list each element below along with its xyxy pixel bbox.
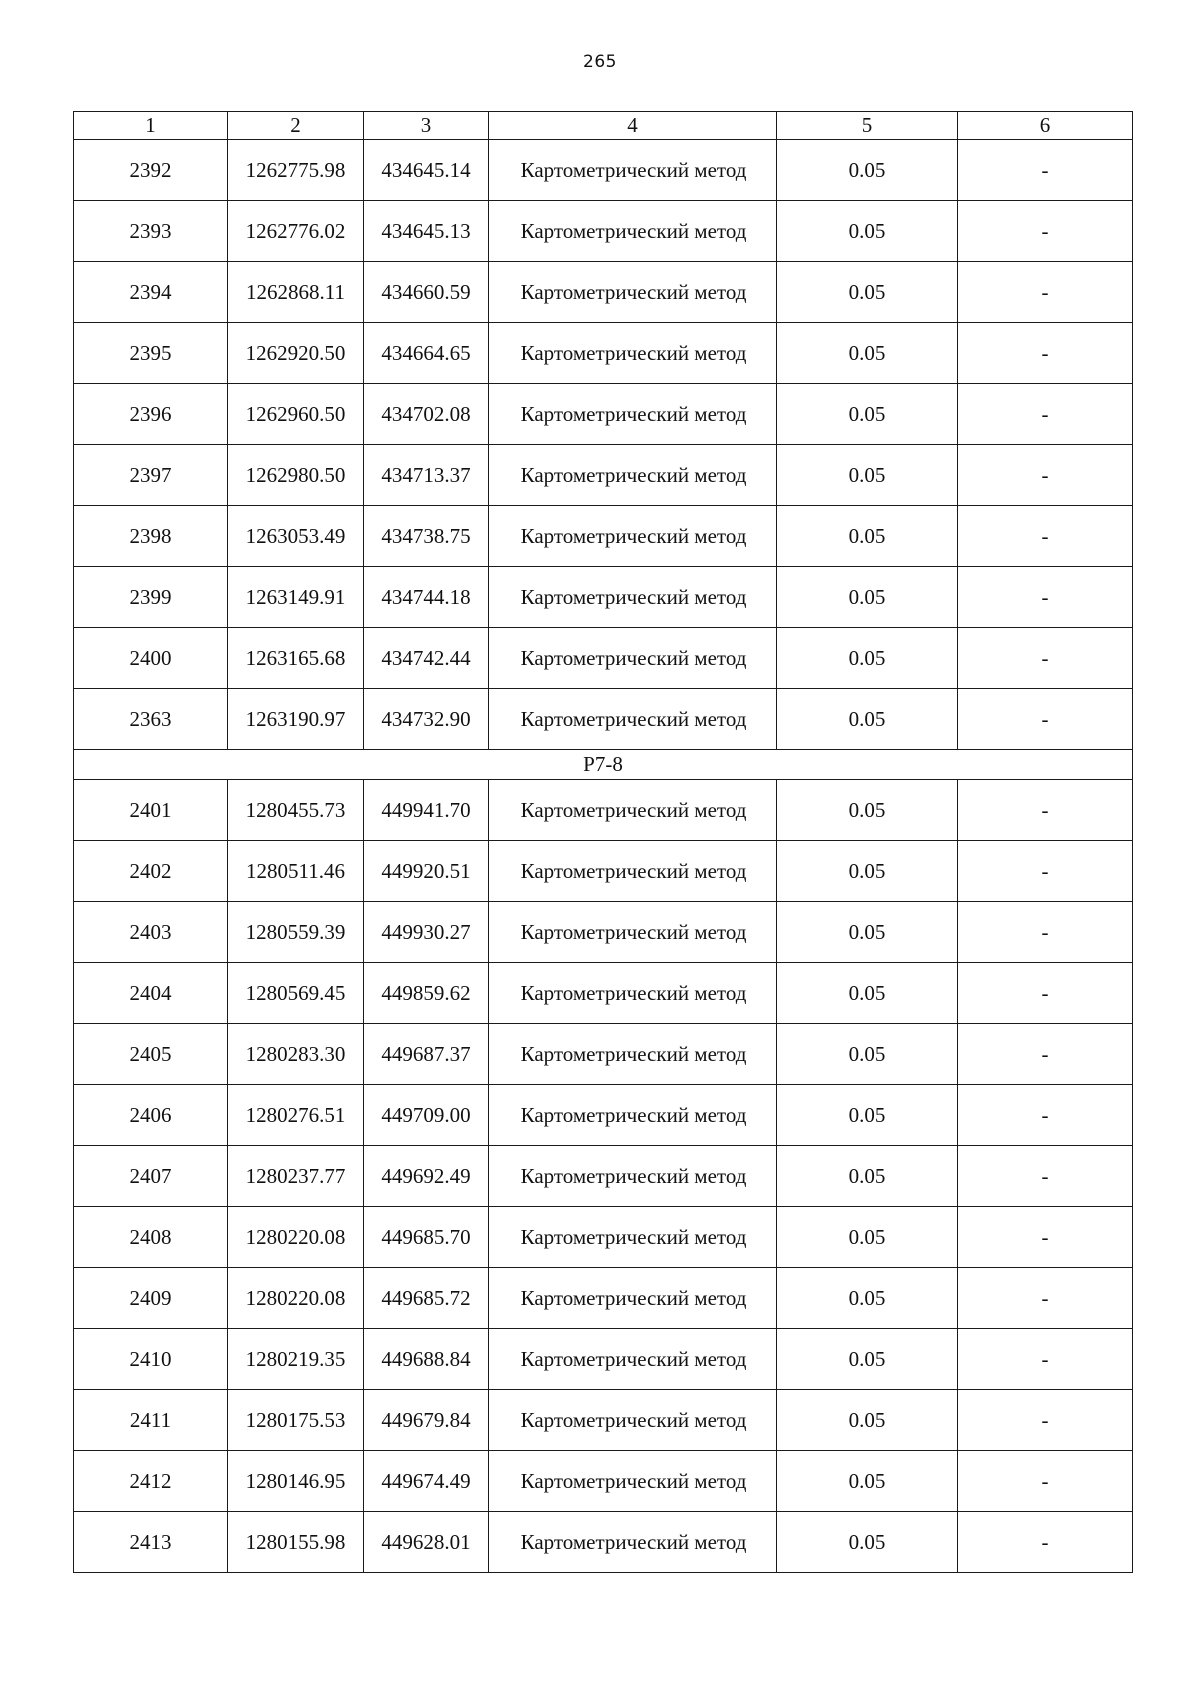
table-row [74, 567, 1133, 628]
method-cell: Картометрический метод [489, 1329, 777, 1390]
table-row [74, 1146, 1133, 1207]
y-coordinate-cell: 449687.37 [364, 1024, 489, 1085]
section-label: P7-8 [74, 750, 1133, 780]
note-cell: - [958, 1329, 1133, 1390]
y-coordinate-cell: 434645.13 [364, 201, 489, 262]
point-number-cell: 2400 [74, 628, 228, 689]
column-header: 2 [228, 112, 364, 140]
method-cell: Картометрический метод [489, 628, 777, 689]
accuracy-cell: 0.05 [777, 567, 958, 628]
table-row [74, 1512, 1133, 1573]
x-coordinate-cell: 1263165.68 [228, 628, 364, 689]
y-coordinate-cell: 434645.14 [364, 140, 489, 201]
point-number-cell: 2408 [74, 1207, 228, 1268]
x-coordinate-cell: 1280220.08 [228, 1207, 364, 1268]
point-number-cell: 2411 [74, 1390, 228, 1451]
method-cell: Картометрический метод [489, 841, 777, 902]
table-row [74, 1390, 1133, 1451]
table-row [74, 628, 1133, 689]
method-cell: Картометрический метод [489, 384, 777, 445]
method-cell: Картометрический метод [489, 323, 777, 384]
x-coordinate-cell: 1263053.49 [228, 506, 364, 567]
accuracy-cell: 0.05 [777, 1451, 958, 1512]
table-row [74, 841, 1133, 902]
note-cell: - [958, 506, 1133, 567]
y-coordinate-cell: 449688.84 [364, 1329, 489, 1390]
y-coordinate-cell: 449685.70 [364, 1207, 489, 1268]
note-cell: - [958, 1268, 1133, 1329]
note-cell: - [958, 628, 1133, 689]
table-row [74, 262, 1133, 323]
y-coordinate-cell: 434742.44 [364, 628, 489, 689]
page-number: 265 [583, 52, 617, 72]
note-cell: - [958, 140, 1133, 201]
table-row [74, 323, 1133, 384]
point-number-cell: 2405 [74, 1024, 228, 1085]
method-cell: Картометрический метод [489, 262, 777, 323]
note-cell: - [958, 1146, 1133, 1207]
x-coordinate-cell: 1280175.53 [228, 1390, 364, 1451]
accuracy-cell: 0.05 [777, 628, 958, 689]
x-coordinate-cell: 1280155.98 [228, 1512, 364, 1573]
accuracy-cell: 0.05 [777, 140, 958, 201]
point-number-cell: 2392 [74, 140, 228, 201]
note-cell: - [958, 1390, 1133, 1451]
column-header: 6 [958, 112, 1133, 140]
method-cell: Картометрический метод [489, 1451, 777, 1512]
method-cell: Картометрический метод [489, 963, 777, 1024]
table-row [74, 445, 1133, 506]
table-row [74, 902, 1133, 963]
x-coordinate-cell: 1262960.50 [228, 384, 364, 445]
method-cell: Картометрический метод [489, 506, 777, 567]
note-cell: - [958, 1024, 1133, 1085]
x-coordinate-cell: 1280220.08 [228, 1268, 364, 1329]
table-row [74, 384, 1133, 445]
table-row [74, 1329, 1133, 1390]
accuracy-cell: 0.05 [777, 689, 958, 750]
column-header: 3 [364, 112, 489, 140]
accuracy-cell: 0.05 [777, 262, 958, 323]
coordinates-table [73, 111, 1133, 1573]
point-number-cell: 2412 [74, 1451, 228, 1512]
table-row [74, 1207, 1133, 1268]
method-cell: Картометрический метод [489, 1207, 777, 1268]
method-cell: Картометрический метод [489, 1146, 777, 1207]
point-number-cell: 2410 [74, 1329, 228, 1390]
section-row [74, 750, 1133, 780]
method-cell: Картометрический метод [489, 1024, 777, 1085]
note-cell: - [958, 780, 1133, 841]
table-row [74, 963, 1133, 1024]
method-cell: Картометрический метод [489, 201, 777, 262]
x-coordinate-cell: 1280455.73 [228, 780, 364, 841]
method-cell: Картометрический метод [489, 1085, 777, 1146]
point-number-cell: 2398 [74, 506, 228, 567]
accuracy-cell: 0.05 [777, 1268, 958, 1329]
table-row [74, 506, 1133, 567]
method-cell: Картометрический метод [489, 1268, 777, 1329]
note-cell: - [958, 963, 1133, 1024]
method-cell: Картометрический метод [489, 780, 777, 841]
accuracy-cell: 0.05 [777, 1085, 958, 1146]
column-header: 4 [489, 112, 777, 140]
point-number-cell: 2399 [74, 567, 228, 628]
note-cell: - [958, 262, 1133, 323]
accuracy-cell: 0.05 [777, 1146, 958, 1207]
y-coordinate-cell: 449679.84 [364, 1390, 489, 1451]
table-row [74, 1085, 1133, 1146]
accuracy-cell: 0.05 [777, 963, 958, 1024]
method-cell: Картометрический метод [489, 1512, 777, 1573]
point-number-cell: 2395 [74, 323, 228, 384]
y-coordinate-cell: 434732.90 [364, 689, 489, 750]
note-cell: - [958, 1085, 1133, 1146]
table-row [74, 689, 1133, 750]
accuracy-cell: 0.05 [777, 902, 958, 963]
x-coordinate-cell: 1280237.77 [228, 1146, 364, 1207]
note-cell: - [958, 384, 1133, 445]
column-header: 5 [777, 112, 958, 140]
method-cell: Картометрический метод [489, 689, 777, 750]
accuracy-cell: 0.05 [777, 201, 958, 262]
table-row [74, 140, 1133, 201]
x-coordinate-cell: 1280559.39 [228, 902, 364, 963]
accuracy-cell: 0.05 [777, 1329, 958, 1390]
table-row [74, 1268, 1133, 1329]
point-number-cell: 2413 [74, 1512, 228, 1573]
column-header: 1 [74, 112, 228, 140]
point-number-cell: 2394 [74, 262, 228, 323]
x-coordinate-cell: 1262776.02 [228, 201, 364, 262]
y-coordinate-cell: 449941.70 [364, 780, 489, 841]
accuracy-cell: 0.05 [777, 1390, 958, 1451]
y-coordinate-cell: 434713.37 [364, 445, 489, 506]
note-cell: - [958, 323, 1133, 384]
note-cell: - [958, 841, 1133, 902]
x-coordinate-cell: 1263149.91 [228, 567, 364, 628]
y-coordinate-cell: 449674.49 [364, 1451, 489, 1512]
point-number-cell: 2406 [74, 1085, 228, 1146]
accuracy-cell: 0.05 [777, 506, 958, 567]
method-cell: Картометрический метод [489, 567, 777, 628]
table-row [74, 1451, 1133, 1512]
note-cell: - [958, 1512, 1133, 1573]
point-number-cell: 2397 [74, 445, 228, 506]
y-coordinate-cell: 434738.75 [364, 506, 489, 567]
note-cell: - [958, 1207, 1133, 1268]
note-cell: - [958, 1451, 1133, 1512]
accuracy-cell: 0.05 [777, 841, 958, 902]
point-number-cell: 2396 [74, 384, 228, 445]
table-body [74, 112, 1133, 1573]
table-row [74, 201, 1133, 262]
x-coordinate-cell: 1280146.95 [228, 1451, 364, 1512]
x-coordinate-cell: 1280276.51 [228, 1085, 364, 1146]
y-coordinate-cell: 449920.51 [364, 841, 489, 902]
x-coordinate-cell: 1263190.97 [228, 689, 364, 750]
y-coordinate-cell: 449709.00 [364, 1085, 489, 1146]
y-coordinate-cell: 449692.49 [364, 1146, 489, 1207]
point-number-cell: 2393 [74, 201, 228, 262]
method-cell: Картометрический метод [489, 140, 777, 201]
note-cell: - [958, 902, 1133, 963]
note-cell: - [958, 567, 1133, 628]
point-number-cell: 2401 [74, 780, 228, 841]
note-cell: - [958, 689, 1133, 750]
x-coordinate-cell: 1280219.35 [228, 1329, 364, 1390]
y-coordinate-cell: 434664.65 [364, 323, 489, 384]
table-row [74, 780, 1133, 841]
y-coordinate-cell: 434702.08 [364, 384, 489, 445]
note-cell: - [958, 201, 1133, 262]
accuracy-cell: 0.05 [777, 445, 958, 506]
method-cell: Картометрический метод [489, 445, 777, 506]
accuracy-cell: 0.05 [777, 1024, 958, 1085]
accuracy-cell: 0.05 [777, 323, 958, 384]
table-row [74, 1024, 1133, 1085]
x-coordinate-cell: 1262920.50 [228, 323, 364, 384]
y-coordinate-cell: 449930.27 [364, 902, 489, 963]
point-number-cell: 2403 [74, 902, 228, 963]
accuracy-cell: 0.05 [777, 1207, 958, 1268]
x-coordinate-cell: 1262775.98 [228, 140, 364, 201]
x-coordinate-cell: 1280283.30 [228, 1024, 364, 1085]
y-coordinate-cell: 434660.59 [364, 262, 489, 323]
point-number-cell: 2407 [74, 1146, 228, 1207]
y-coordinate-cell: 449628.01 [364, 1512, 489, 1573]
header-row [74, 112, 1133, 140]
point-number-cell: 2404 [74, 963, 228, 1024]
accuracy-cell: 0.05 [777, 384, 958, 445]
y-coordinate-cell: 449859.62 [364, 963, 489, 1024]
x-coordinate-cell: 1262980.50 [228, 445, 364, 506]
method-cell: Картометрический метод [489, 1390, 777, 1451]
accuracy-cell: 0.05 [777, 1512, 958, 1573]
method-cell: Картометрический метод [489, 902, 777, 963]
x-coordinate-cell: 1280569.45 [228, 963, 364, 1024]
note-cell: - [958, 445, 1133, 506]
point-number-cell: 2402 [74, 841, 228, 902]
point-number-cell: 2409 [74, 1268, 228, 1329]
y-coordinate-cell: 434744.18 [364, 567, 489, 628]
point-number-cell: 2363 [74, 689, 228, 750]
accuracy-cell: 0.05 [777, 780, 958, 841]
y-coordinate-cell: 449685.72 [364, 1268, 489, 1329]
x-coordinate-cell: 1280511.46 [228, 841, 364, 902]
x-coordinate-cell: 1262868.11 [228, 262, 364, 323]
